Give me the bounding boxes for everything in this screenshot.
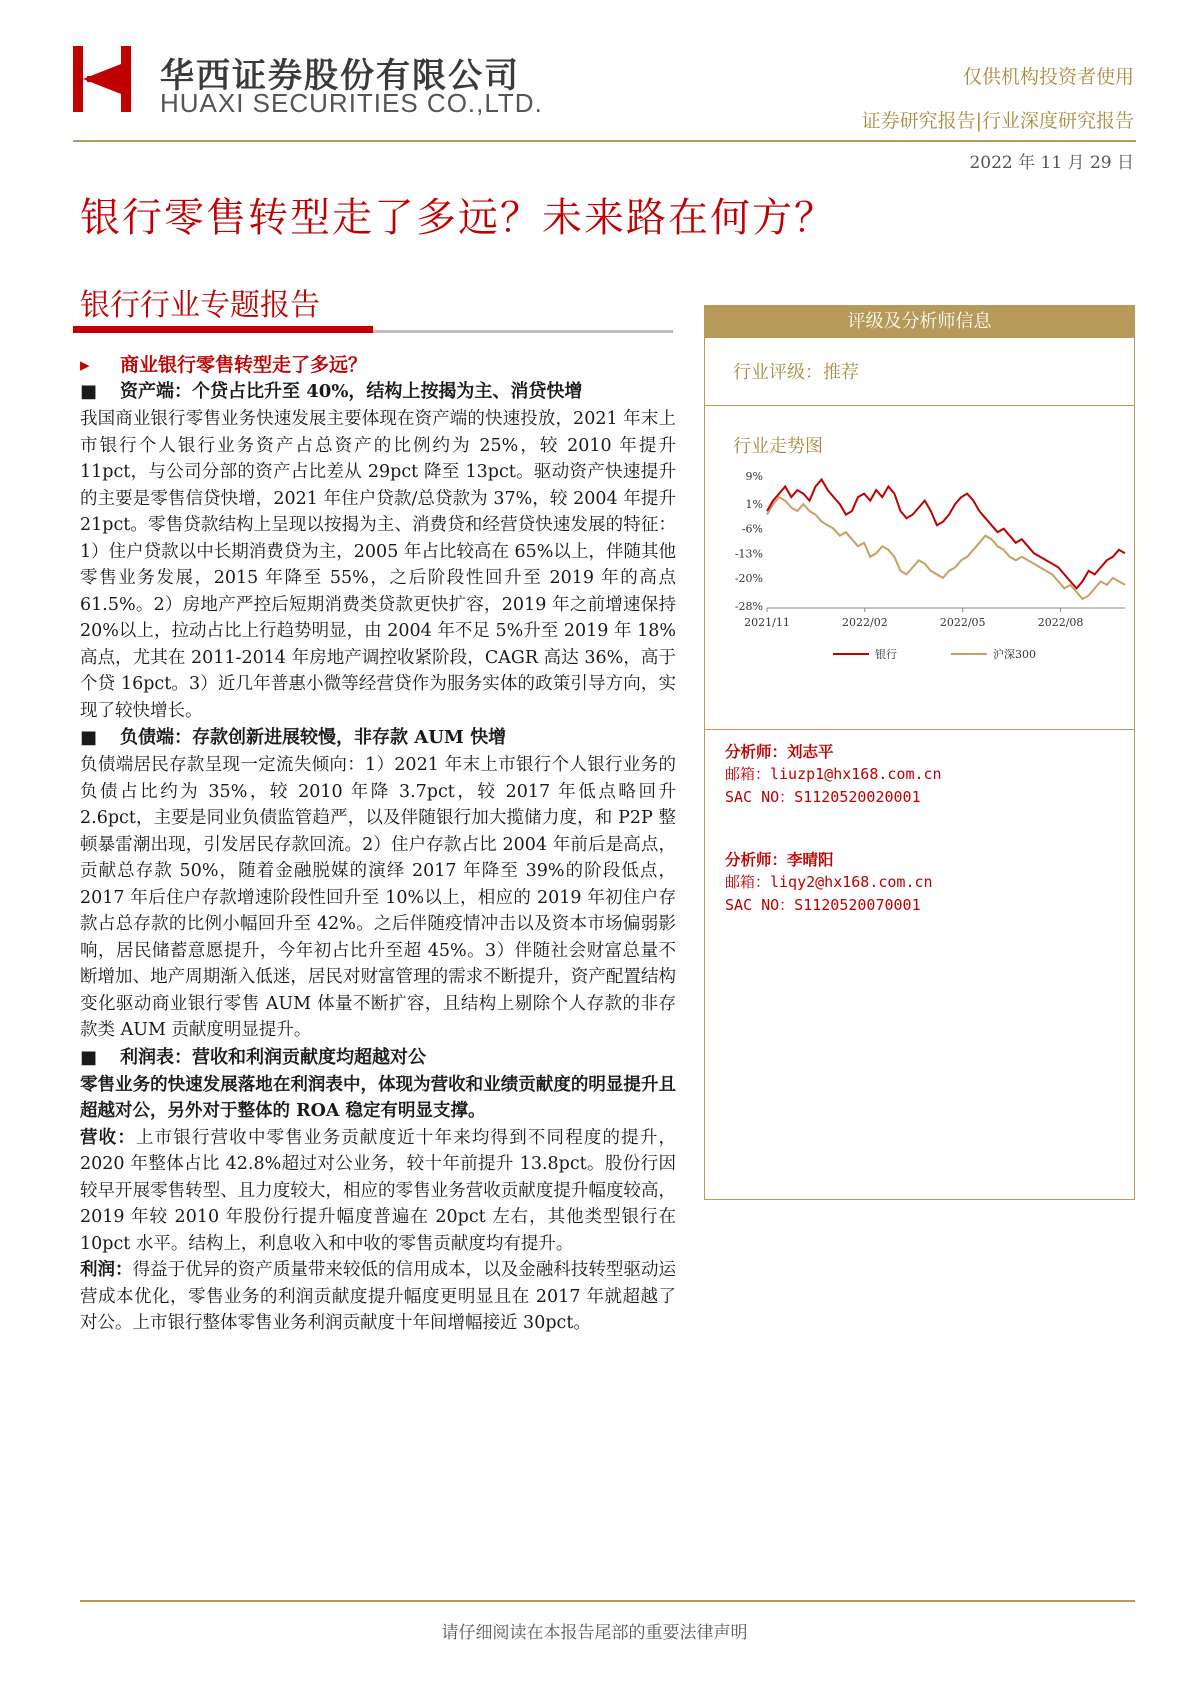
square-bullet-icon: ■ [80,727,98,748]
page-header [0,0,1189,180]
square-bullet-icon: ■ [80,1046,98,1068]
section-heading-liabilities [80,724,676,752]
paragraph-text: 我国商业银行零售业务快速发展主要体现在资产端的快速投放，2021 年末上市银行个人银行业务资产占总资产的比例约为 25%，较 2010 年提升 11pct，与公司分部的资产占比差从 29pct 降至 13pct。驱动资产快速提升的主要是零售信贷快增，2021 年住户贷款/总贷款为 37%，较 2004 年提升 21pct。零售贷款结构上呈现以按揭为主、消费贷和经营贷快速发展的特征：1）住户贷款以中长期消费贷为主，2005 年占比较高在 65%以上，伴随其他零售业务发展，2015 年降至 55%，之后阶段性回升至 2019 年的高点 61.5%。2）房地产严控后短期消费类贷款更快扩容，2019 年之前增速保持 20%以上，拉动占比上行趋势明显，由 2004 年不足 5%升至 2019 年 18%高点，尤其在 2011-2014 年房地产调控收紧阶段，CAGR 高达 36%，高于个贷 16pct。3）近几年普惠小微等经营贷作为服务实体的政策引导方向，实现了较快增长。 [80,409,676,721]
report-type: 证券研究报告|行业深度研究报告 [861,110,1134,132]
main-bullet-text: 商业银行零售转型走了多远？ [120,354,368,376]
y-axis-ticks [735,470,763,613]
y-tick-label: -28% [734,600,763,613]
main-bullet [80,352,676,378]
usage-note: 仅供机构投资者使用 [962,66,1134,88]
section-heading-text: 资产端：个贷占比升至 40%，结构上按揭为主、消贷快增 [120,381,583,402]
brand-name-cn: 华西证券股份有限公司 [160,56,520,96]
legend-label: 沪深300 [993,648,1036,661]
report-subtitle: 银行行业专题报告 [80,288,320,323]
sidebar-divider [705,405,1134,406]
square-bullet-icon: ■ [80,381,98,402]
analyst-email[interactable]: 邮箱：liqy2@hx168.com.cn [725,873,933,891]
x-axis-ticks [744,608,1083,629]
revenue-text: 上市银行营收中零售业务贡献度近十年来均得到不同程度的提升，2020 年整体占比 42.8%超过对公业务，较十年前提升 13.8pct。股份行因较早开展零售转型、且力度较大，相应的零售业务营收贡献度提升幅度较高，2019 年较 2010 年股份行提升幅度普遍在 20pct 左右，其他类型银行在 10pct 水平。结构上，利息收入和中收的零售贡献度均有提升。 [80,1127,676,1254]
section-heading-text: 利润表：营收和利润贡献度均超越对公 [120,1046,426,1068]
section-heading-assets [80,378,676,406]
x-tick-label: 2022/08 [1037,616,1084,629]
paragraph-text: 负债端居民存款呈现一定流失倾向：1）2021 年末上市银行个人银行业务的负债占比约为 35%，较 2010 年降 3.7pct，较 2017 年低点略回升 2.6pct，主要是同业负债监管趋严，以及伴随银行加大揽储力度，和 P2P 整顿暴雷潮出现，引发居民存款回流。2）住户存款占比 2004 年前后是高点，贡献总存款 50%，随着金融脱媒的演绎 2017 年降至 39%的阶段低点，2017 年后住户存款增速阶段性回升至 10%以上，相应的 2019 年初住户存款占总存款的比例小幅回升至 42%。之后伴随疫情冲击以及资本市场偏弱影响，居民储蓄意愿提升，今年初占比升至超 45%。3）伴随社会财富总量不断增加、地产周期渐入低迷，居民对财富管理的需求不断提升，资产配置结构变化驱动商业银行零售 AUM 体量不断扩容，且结构上剔除个人存款的非存款类 AUM 贡献度明显提升。 [80,755,676,1040]
paragraph-profit [80,1257,676,1337]
analyst-card-2 [725,848,1125,917]
industry-trend-chart [705,466,1136,766]
series-lines [767,480,1125,600]
revenue-lead: 营收： [80,1127,136,1148]
analyst-sac: SAC NO：S1120520020001 [725,788,921,806]
brand-name-en: HUAXI SECURITIES CO.,LTD. [160,88,543,118]
huaxi-logo-icon [73,46,135,112]
x-tick-label: 2022/05 [939,616,986,629]
footer-divider [80,1600,1135,1602]
section-heading-text: 负债端：存款创新进展较慢，非存款 AUM 快增 [120,727,507,748]
section-heading-income [80,1044,676,1072]
paragraph-bold-summary: 零售业务的快速发展落地在利润表中，体现为营收和业绩贡献度的明显提升且超越对公，另外对于整体的 ROA 稳定有明显支撑。 [80,1074,676,1121]
analyst-sac: SAC NO：S1120520070001 [725,896,921,914]
legend-label: 银行 [875,648,897,661]
analyst-name: 分析师：李晴阳 [725,850,834,869]
paragraph-assets [80,406,676,724]
header-divider [73,140,1136,142]
paragraph-liabilities [80,752,676,1044]
legal-notice: 请仔细阅读在本报告尾部的重要法律声明 [441,1623,748,1643]
analyst-card-1 [725,740,1125,809]
series-line-银行 [767,480,1125,589]
y-tick-label: 1% [745,498,763,512]
trend-title: 行业走势图 [733,436,823,457]
y-tick-label: 9% [745,470,763,483]
y-tick-label: -13% [734,547,763,561]
report-date: 2022 年 11 月 29 日 [969,153,1134,173]
x-tick-label: 2022/02 [842,616,888,629]
x-tick-label: 2021/11 [744,616,790,629]
subtitle-accent [73,326,373,333]
sidebar-header: 评级及分析师信息 [705,306,1134,338]
rating-analyst-sidebar [704,305,1135,1200]
analyst-name: 分析师：刘志平 [725,742,834,761]
paragraph-income [80,1072,676,1337]
chart-legend [833,647,1036,661]
rating-label: 行业评级： [733,362,823,383]
analyst-email[interactable]: 邮箱：liuzp1@hx168.com.cn [725,765,942,783]
profit-text: 得益于优异的资产质量带来较低的信用成本，以及金融科技转型驱动运营成本优化，零售业务的利润贡献度提升幅度更明显且在 2017 年就超越了对公。上市银行整体零售业务利润贡献度十年间增幅接近 30pct。 [80,1260,677,1333]
triangle-bullet-icon: ▸ [80,354,90,376]
rating-value: 推荐 [823,362,859,383]
paragraph-revenue [80,1125,676,1258]
profit-lead: 利润： [80,1260,133,1280]
main-content [80,352,676,1337]
y-tick-label: -20% [734,571,763,585]
industry-rating [733,358,859,384]
sidebar-divider [705,729,1134,730]
y-tick-label: -6% [741,522,763,536]
report-title: 银行零售转型走了多远？未来路在何方？ [80,195,836,241]
